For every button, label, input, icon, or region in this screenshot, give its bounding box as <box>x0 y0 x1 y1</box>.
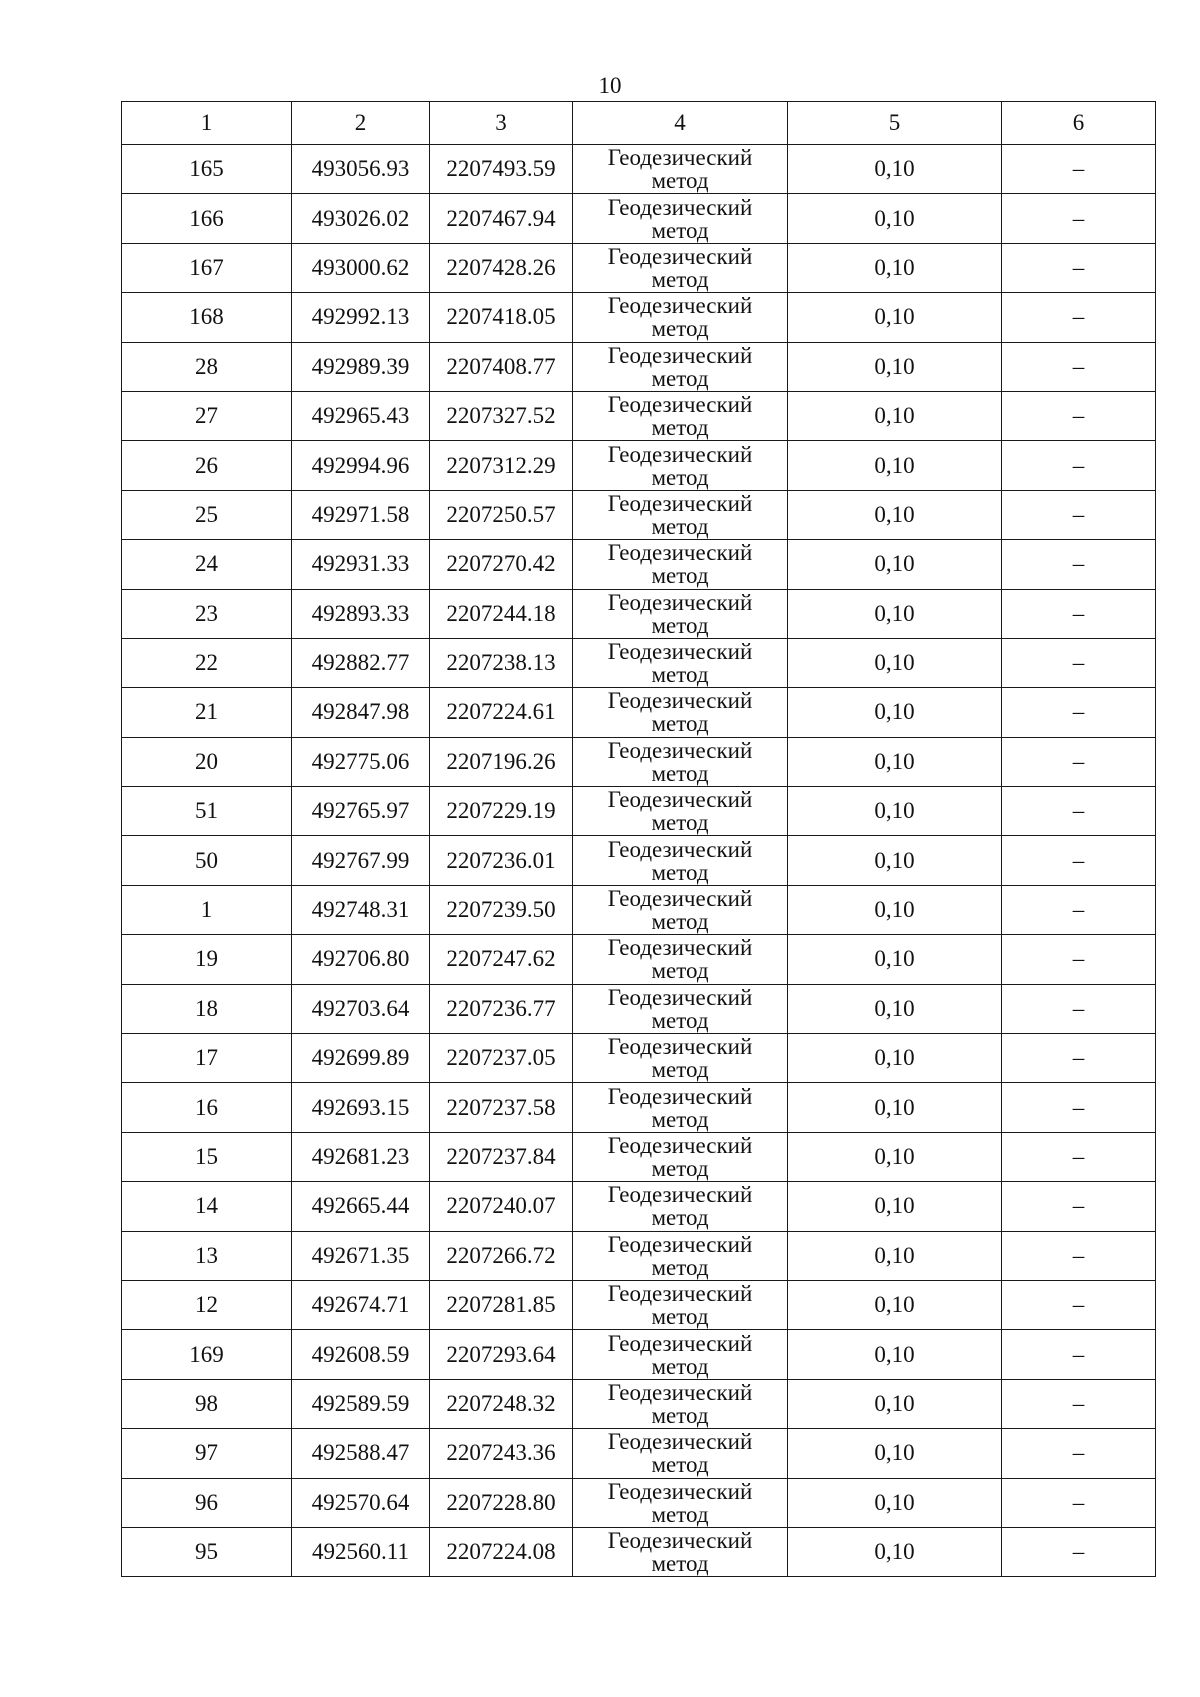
method-line-2: метод <box>651 1402 709 1428</box>
note-cell: – <box>1002 935 1156 984</box>
x-coordinate-cell: 492588.47 <box>292 1429 430 1478</box>
method-line-1: Геодезический <box>607 1429 753 1455</box>
point-number-cell: 19 <box>122 935 292 984</box>
y-coordinate-cell: 2207493.59 <box>430 145 573 194</box>
page-number: 10 <box>598 73 622 98</box>
coordinates-table <box>121 101 1156 1577</box>
accuracy-cell: 0,10 <box>788 490 1002 539</box>
method-line-1: Геодезический <box>607 886 753 912</box>
y-coordinate-cell: 2207236.77 <box>430 984 573 1033</box>
note-cell: – <box>1002 1478 1156 1527</box>
method-cell <box>573 391 788 440</box>
table-row <box>122 935 1156 984</box>
method-line-2: метод <box>651 415 709 441</box>
y-coordinate-cell: 2207408.77 <box>430 342 573 391</box>
method-cell <box>573 688 788 737</box>
method-line-1: Геодезический <box>607 984 753 1010</box>
point-number-cell: 165 <box>122 145 292 194</box>
method-line-2: метод <box>651 909 709 935</box>
accuracy-cell: 0,10 <box>788 638 1002 687</box>
method-cell <box>573 243 788 292</box>
table-row <box>122 1429 1156 1478</box>
table-row <box>122 885 1156 934</box>
note-cell: – <box>1002 1280 1156 1329</box>
y-coordinate-cell: 2207237.05 <box>430 1034 573 1083</box>
y-coordinate-cell: 2207239.50 <box>430 885 573 934</box>
accuracy-cell: 0,10 <box>788 293 1002 342</box>
y-coordinate-cell: 2207467.94 <box>430 194 573 243</box>
note-cell: – <box>1002 737 1156 786</box>
table-row <box>122 145 1156 194</box>
y-coordinate-cell: 2207228.80 <box>430 1478 573 1527</box>
x-coordinate-cell: 492971.58 <box>292 490 430 539</box>
method-line-2: метод <box>651 513 709 539</box>
accuracy-cell: 0,10 <box>788 342 1002 391</box>
method-line-2: метод <box>651 612 709 638</box>
method-line-1: Геодезический <box>607 342 753 368</box>
accuracy-cell: 0,10 <box>788 1083 1002 1132</box>
method-line-1: Геодезический <box>607 490 753 516</box>
note-cell: – <box>1002 1527 1156 1576</box>
table-row <box>122 1231 1156 1280</box>
note-cell: – <box>1002 1034 1156 1083</box>
table-row <box>122 391 1156 440</box>
point-number-cell: 18 <box>122 984 292 1033</box>
method-line-2: метод <box>651 168 709 194</box>
method-line-2: метод <box>651 365 709 391</box>
method-line-1: Геодезический <box>607 737 753 763</box>
y-coordinate-cell: 2207224.08 <box>430 1527 573 1576</box>
accuracy-cell: 0,10 <box>788 1132 1002 1181</box>
method-line-2: метод <box>651 711 709 737</box>
x-coordinate-cell: 492994.96 <box>292 441 430 490</box>
method-line-1: Геодезический <box>607 935 753 961</box>
table-row <box>122 194 1156 243</box>
point-number-cell: 15 <box>122 1132 292 1181</box>
method-line-1: Геодезический <box>607 1083 753 1109</box>
accuracy-cell: 0,10 <box>788 391 1002 440</box>
point-number-cell: 24 <box>122 540 292 589</box>
y-coordinate-cell: 2207312.29 <box>430 441 573 490</box>
point-number-cell: 25 <box>122 490 292 539</box>
method-line-1: Геодезический <box>607 589 753 615</box>
y-coordinate-cell: 2207240.07 <box>430 1182 573 1231</box>
x-coordinate-cell: 492665.44 <box>292 1182 430 1231</box>
method-line-1: Геодезический <box>607 836 753 862</box>
method-line-2: метод <box>651 760 709 786</box>
method-line-2: метод <box>651 1501 709 1527</box>
method-line-1: Геодезический <box>607 1231 753 1257</box>
method-line-1: Геодезический <box>607 1182 753 1208</box>
note-cell: – <box>1002 1182 1156 1231</box>
method-cell <box>573 589 788 638</box>
accuracy-cell: 0,10 <box>788 1231 1002 1280</box>
method-cell <box>573 638 788 687</box>
method-cell <box>573 1083 788 1132</box>
accuracy-cell: 0,10 <box>788 589 1002 638</box>
y-coordinate-cell: 2207418.05 <box>430 293 573 342</box>
table-row <box>122 243 1156 292</box>
point-number-cell: 23 <box>122 589 292 638</box>
accuracy-cell: 0,10 <box>788 688 1002 737</box>
point-number-cell: 27 <box>122 391 292 440</box>
x-coordinate-cell: 492748.31 <box>292 885 430 934</box>
point-number-cell: 169 <box>122 1330 292 1379</box>
accuracy-cell: 0,10 <box>788 1280 1002 1329</box>
method-cell <box>573 293 788 342</box>
header-col-3: 3 <box>430 102 573 145</box>
y-coordinate-cell: 2207237.58 <box>430 1083 573 1132</box>
point-number-cell: 168 <box>122 293 292 342</box>
method-cell <box>573 1280 788 1329</box>
table-row <box>122 688 1156 737</box>
table-body <box>122 145 1156 1577</box>
table-row <box>122 787 1156 836</box>
method-line-2: метод <box>651 217 709 243</box>
note-cell: – <box>1002 836 1156 885</box>
y-coordinate-cell: 2207244.18 <box>430 589 573 638</box>
method-line-2: метод <box>651 1007 709 1033</box>
method-line-1: Геодезический <box>607 787 753 813</box>
accuracy-cell: 0,10 <box>788 1478 1002 1527</box>
y-coordinate-cell: 2207270.42 <box>430 540 573 589</box>
table-row <box>122 984 1156 1033</box>
method-line-1: Геодезический <box>607 1034 753 1060</box>
header-col-1: 1 <box>122 102 292 145</box>
method-cell <box>573 1231 788 1280</box>
table-row <box>122 540 1156 589</box>
table-row <box>122 1280 1156 1329</box>
method-line-2: метод <box>651 859 709 885</box>
method-cell <box>573 342 788 391</box>
point-number-cell: 166 <box>122 194 292 243</box>
method-cell <box>573 737 788 786</box>
accuracy-cell: 0,10 <box>788 787 1002 836</box>
table-row <box>122 589 1156 638</box>
x-coordinate-cell: 492931.33 <box>292 540 430 589</box>
method-line-2: метод <box>651 1057 709 1083</box>
x-coordinate-cell: 492693.15 <box>292 1083 430 1132</box>
y-coordinate-cell: 2207248.32 <box>430 1379 573 1428</box>
method-cell <box>573 1527 788 1576</box>
x-coordinate-cell: 492847.98 <box>292 688 430 737</box>
method-cell <box>573 1132 788 1181</box>
point-number-cell: 28 <box>122 342 292 391</box>
accuracy-cell: 0,10 <box>788 1330 1002 1379</box>
table-row <box>122 1182 1156 1231</box>
x-coordinate-cell: 492989.39 <box>292 342 430 391</box>
point-number-cell: 1 <box>122 885 292 934</box>
note-cell: – <box>1002 589 1156 638</box>
table-row <box>122 737 1156 786</box>
y-coordinate-cell: 2207237.84 <box>430 1132 573 1181</box>
method-cell <box>573 787 788 836</box>
method-line-2: метод <box>651 810 709 836</box>
x-coordinate-cell: 493000.62 <box>292 243 430 292</box>
table-row <box>122 1379 1156 1428</box>
accuracy-cell: 0,10 <box>788 1429 1002 1478</box>
method-cell <box>573 1478 788 1527</box>
method-line-1: Геодезический <box>607 293 753 319</box>
method-cell <box>573 1182 788 1231</box>
note-cell: – <box>1002 1330 1156 1379</box>
y-coordinate-cell: 2207293.64 <box>430 1330 573 1379</box>
y-coordinate-cell: 2207266.72 <box>430 1231 573 1280</box>
accuracy-cell: 0,10 <box>788 984 1002 1033</box>
method-line-2: метод <box>651 1304 709 1330</box>
method-line-1: Геодезический <box>607 392 753 418</box>
note-cell: – <box>1002 1429 1156 1478</box>
note-cell: – <box>1002 1132 1156 1181</box>
table-row <box>122 1034 1156 1083</box>
x-coordinate-cell: 492706.80 <box>292 935 430 984</box>
header-col-6: 6 <box>1002 102 1156 145</box>
method-line-1: Геодезический <box>607 540 753 566</box>
y-coordinate-cell: 2207196.26 <box>430 737 573 786</box>
point-number-cell: 22 <box>122 638 292 687</box>
x-coordinate-cell: 492767.99 <box>292 836 430 885</box>
method-line-2: метод <box>651 316 709 342</box>
method-line-1: Геодезический <box>607 441 753 467</box>
note-cell: – <box>1002 1231 1156 1280</box>
point-number-cell: 98 <box>122 1379 292 1428</box>
accuracy-cell: 0,10 <box>788 737 1002 786</box>
method-line-2: метод <box>651 662 709 688</box>
point-number-cell: 96 <box>122 1478 292 1527</box>
header-col-2: 2 <box>292 102 430 145</box>
method-cell <box>573 935 788 984</box>
table-row <box>122 293 1156 342</box>
accuracy-cell: 0,10 <box>788 145 1002 194</box>
method-cell <box>573 194 788 243</box>
point-number-cell: 17 <box>122 1034 292 1083</box>
point-number-cell: 26 <box>122 441 292 490</box>
header-col-4: 4 <box>573 102 788 145</box>
x-coordinate-cell: 492560.11 <box>292 1527 430 1576</box>
table-row <box>122 1330 1156 1379</box>
method-line-2: метод <box>651 1254 709 1280</box>
y-coordinate-cell: 2207236.01 <box>430 836 573 885</box>
note-cell: – <box>1002 293 1156 342</box>
y-coordinate-cell: 2207224.61 <box>430 688 573 737</box>
note-cell: – <box>1002 885 1156 934</box>
method-line-1: Геодезический <box>607 1281 753 1307</box>
point-number-cell: 21 <box>122 688 292 737</box>
note-cell: – <box>1002 688 1156 737</box>
table-row <box>122 342 1156 391</box>
method-line-2: метод <box>651 1452 709 1478</box>
note-cell: – <box>1002 1379 1156 1428</box>
method-cell <box>573 540 788 589</box>
point-number-cell: 12 <box>122 1280 292 1329</box>
note-cell: – <box>1002 490 1156 539</box>
y-coordinate-cell: 2207281.85 <box>430 1280 573 1329</box>
x-coordinate-cell: 492608.59 <box>292 1330 430 1379</box>
method-line-2: метод <box>651 1156 709 1181</box>
method-line-2: метод <box>651 563 709 589</box>
x-coordinate-cell: 492893.33 <box>292 589 430 638</box>
accuracy-cell: 0,10 <box>788 243 1002 292</box>
accuracy-cell: 0,10 <box>788 935 1002 984</box>
y-coordinate-cell: 2207327.52 <box>430 391 573 440</box>
x-coordinate-cell: 492589.59 <box>292 1379 430 1428</box>
note-cell: – <box>1002 540 1156 589</box>
table-row <box>122 638 1156 687</box>
method-line-2: метод <box>651 1551 709 1577</box>
y-coordinate-cell: 2207428.26 <box>430 243 573 292</box>
point-number-cell: 51 <box>122 787 292 836</box>
method-cell <box>573 885 788 934</box>
table-row <box>122 1132 1156 1181</box>
table-row <box>122 1527 1156 1576</box>
table-row <box>122 1478 1156 1527</box>
method-cell <box>573 1034 788 1083</box>
x-coordinate-cell: 492674.71 <box>292 1280 430 1329</box>
point-number-cell: 16 <box>122 1083 292 1132</box>
method-cell <box>573 490 788 539</box>
method-line-1: Геодезический <box>607 1528 753 1554</box>
point-number-cell: 167 <box>122 243 292 292</box>
header-col-5: 5 <box>788 102 1002 145</box>
method-cell <box>573 984 788 1033</box>
y-coordinate-cell: 2207250.57 <box>430 490 573 539</box>
x-coordinate-cell: 492671.35 <box>292 1231 430 1280</box>
note-cell: – <box>1002 1083 1156 1132</box>
point-number-cell: 95 <box>122 1527 292 1576</box>
method-line-1: Геодезический <box>607 639 753 665</box>
method-cell <box>573 836 788 885</box>
table-row <box>122 1083 1156 1132</box>
x-coordinate-cell: 492775.06 <box>292 737 430 786</box>
method-line-1: Геодезический <box>607 1379 753 1405</box>
method-cell <box>573 1429 788 1478</box>
point-number-cell: 14 <box>122 1182 292 1231</box>
note-cell: – <box>1002 638 1156 687</box>
note-cell: – <box>1002 243 1156 292</box>
method-line-2: метод <box>651 1205 709 1231</box>
note-cell: – <box>1002 391 1156 440</box>
accuracy-cell: 0,10 <box>788 441 1002 490</box>
method-line-2: метод <box>651 464 709 490</box>
method-line-1: Геодезический <box>607 145 753 171</box>
x-coordinate-cell: 492992.13 <box>292 293 430 342</box>
x-coordinate-cell: 492681.23 <box>292 1132 430 1181</box>
method-cell <box>573 1379 788 1428</box>
method-line-1: Геодезический <box>607 243 753 269</box>
method-cell <box>573 441 788 490</box>
accuracy-cell: 0,10 <box>788 1379 1002 1428</box>
table-row <box>122 441 1156 490</box>
point-number-cell: 50 <box>122 836 292 885</box>
method-cell <box>573 145 788 194</box>
accuracy-cell: 0,10 <box>788 836 1002 885</box>
accuracy-cell: 0,10 <box>788 1034 1002 1083</box>
point-number-cell: 97 <box>122 1429 292 1478</box>
x-coordinate-cell: 493056.93 <box>292 145 430 194</box>
point-number-cell: 13 <box>122 1231 292 1280</box>
x-coordinate-cell: 492570.64 <box>292 1478 430 1527</box>
method-cell <box>573 1330 788 1379</box>
x-coordinate-cell: 493026.02 <box>292 194 430 243</box>
y-coordinate-cell: 2207247.62 <box>430 935 573 984</box>
note-cell: – <box>1002 145 1156 194</box>
method-line-2: метод <box>651 958 709 984</box>
method-line-2: метод <box>651 1353 709 1379</box>
accuracy-cell: 0,10 <box>788 194 1002 243</box>
accuracy-cell: 0,10 <box>788 885 1002 934</box>
x-coordinate-cell: 492699.89 <box>292 1034 430 1083</box>
method-line-2: метод <box>651 266 709 292</box>
note-cell: – <box>1002 441 1156 490</box>
table-header-row <box>122 102 1156 145</box>
method-line-2: метод <box>651 1106 709 1132</box>
accuracy-cell: 0,10 <box>788 1527 1002 1576</box>
accuracy-cell: 0,10 <box>788 1182 1002 1231</box>
note-cell: – <box>1002 194 1156 243</box>
method-line-1: Геодезический <box>607 194 753 220</box>
x-coordinate-cell: 492882.77 <box>292 638 430 687</box>
note-cell: – <box>1002 787 1156 836</box>
note-cell: – <box>1002 342 1156 391</box>
note-cell: – <box>1002 984 1156 1033</box>
table-row <box>122 836 1156 885</box>
x-coordinate-cell: 492965.43 <box>292 391 430 440</box>
point-number-cell: 20 <box>122 737 292 786</box>
method-line-1: Геодезический <box>607 1478 753 1504</box>
table-row <box>122 490 1156 539</box>
method-line-1: Геодезический <box>607 1133 753 1158</box>
y-coordinate-cell: 2207229.19 <box>430 787 573 836</box>
accuracy-cell: 0,10 <box>788 540 1002 589</box>
y-coordinate-cell: 2207243.36 <box>430 1429 573 1478</box>
method-line-1: Геодезический <box>607 688 753 714</box>
x-coordinate-cell: 492765.97 <box>292 787 430 836</box>
y-coordinate-cell: 2207238.13 <box>430 638 573 687</box>
method-line-1: Геодезический <box>607 1330 753 1356</box>
x-coordinate-cell: 492703.64 <box>292 984 430 1033</box>
